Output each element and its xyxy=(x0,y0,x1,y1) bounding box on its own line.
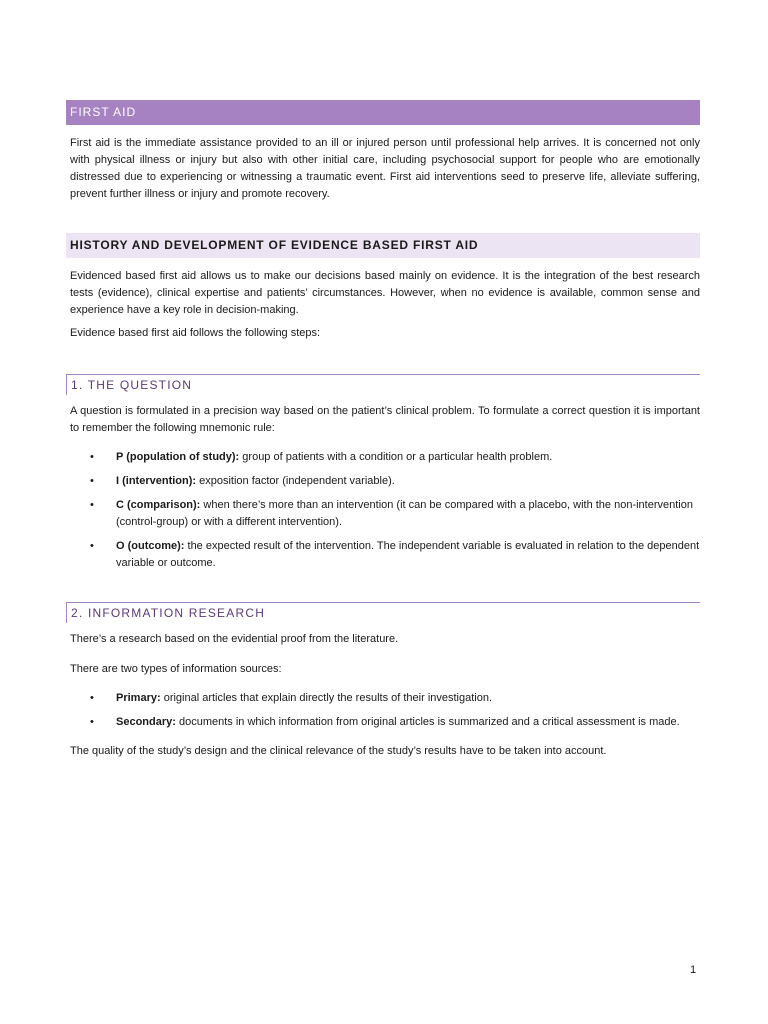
list-text: original articles that explain directly the results of their investigation. xyxy=(160,692,493,704)
bullet: • xyxy=(90,475,94,487)
bullet: • xyxy=(90,692,94,704)
paragraph-research-3: The quality of the study’s design and the clinical relevance of the study’s results have to be taken into account. xyxy=(70,745,607,757)
list-term: Primary: xyxy=(116,692,161,704)
list-item xyxy=(70,497,700,531)
paragraph-history-1: Evidenced based first aid allows us to make our decisions based mainly on evidence. It is the integration of the best research tests (evidence), clinical expertise and patients’ circumstances. However, when no evidence is available, common sense and experience have a key role in decision-making. xyxy=(70,270,700,316)
bullet: • xyxy=(90,540,94,552)
list-text: exposition factor (independent variable). xyxy=(196,475,395,487)
list-term: Secondary: xyxy=(116,716,176,728)
paragraph-first-aid: First aid is the immediate assistance provided to an ill or injured person until professional help arrives. It is concerned not only with physical illness or injury but also with other initial care, including psychosocial support for people who are emotionally distressed due to experiencing or witnessing a traumatic event. First aid interventions seed to preserve life, alleviate suffering, prevent further illness or injury and promote recovery. xyxy=(70,137,700,200)
heading-the-question: 1. THE QUESTION xyxy=(66,374,700,395)
paragraph-research-1: There’s a research based on the evidential proof from the literature. xyxy=(70,633,399,645)
list-text: documents in which information from original articles is summarized and a critical assessment is made. xyxy=(175,716,680,728)
list-item xyxy=(70,449,700,466)
list-item xyxy=(70,714,700,731)
list-term: I (intervention): xyxy=(116,475,197,487)
bullet: • xyxy=(90,716,94,728)
heading-first-aid: FIRST AID xyxy=(66,100,700,125)
list-text: when there’s more than an intervention (it can be compared with a placebo, with the non-intervention (control-group) or with a different intervention). xyxy=(116,499,693,528)
list-item xyxy=(70,690,700,707)
sources-list xyxy=(70,690,700,731)
list-text: the expected result of the intervention. The independent variable is evaluated in relation to the dependent variable or outcome. xyxy=(116,540,700,569)
bullet: • xyxy=(90,499,94,511)
heading-information-research: 2. INFORMATION RESEARCH xyxy=(66,602,700,623)
bullet: • xyxy=(90,451,94,463)
paragraph-research-2: There are two types of information sources: xyxy=(70,663,282,675)
list-term: P (population of study): xyxy=(116,451,240,463)
paragraph-history-2: Evidence based first aid follows the following steps: xyxy=(70,327,321,339)
heading-history: HISTORY AND DEVELOPMENT OF EVIDENCE BASED FIRST AID xyxy=(66,233,700,258)
list-text: group of patients with a condition or a particular health problem. xyxy=(239,451,553,463)
list-term: O (outcome): xyxy=(116,540,185,552)
page-content xyxy=(66,100,700,764)
list-item xyxy=(70,538,700,572)
paragraph-question: A question is formulated in a precision way based on the patient’s clinical problem. To formulate a correct question it is important to remember the following mnemonic rule: xyxy=(70,405,700,434)
list-term: C (comparison): xyxy=(116,499,201,511)
page-number: 1 xyxy=(690,964,697,976)
pico-list xyxy=(70,449,700,572)
list-item xyxy=(70,473,700,490)
